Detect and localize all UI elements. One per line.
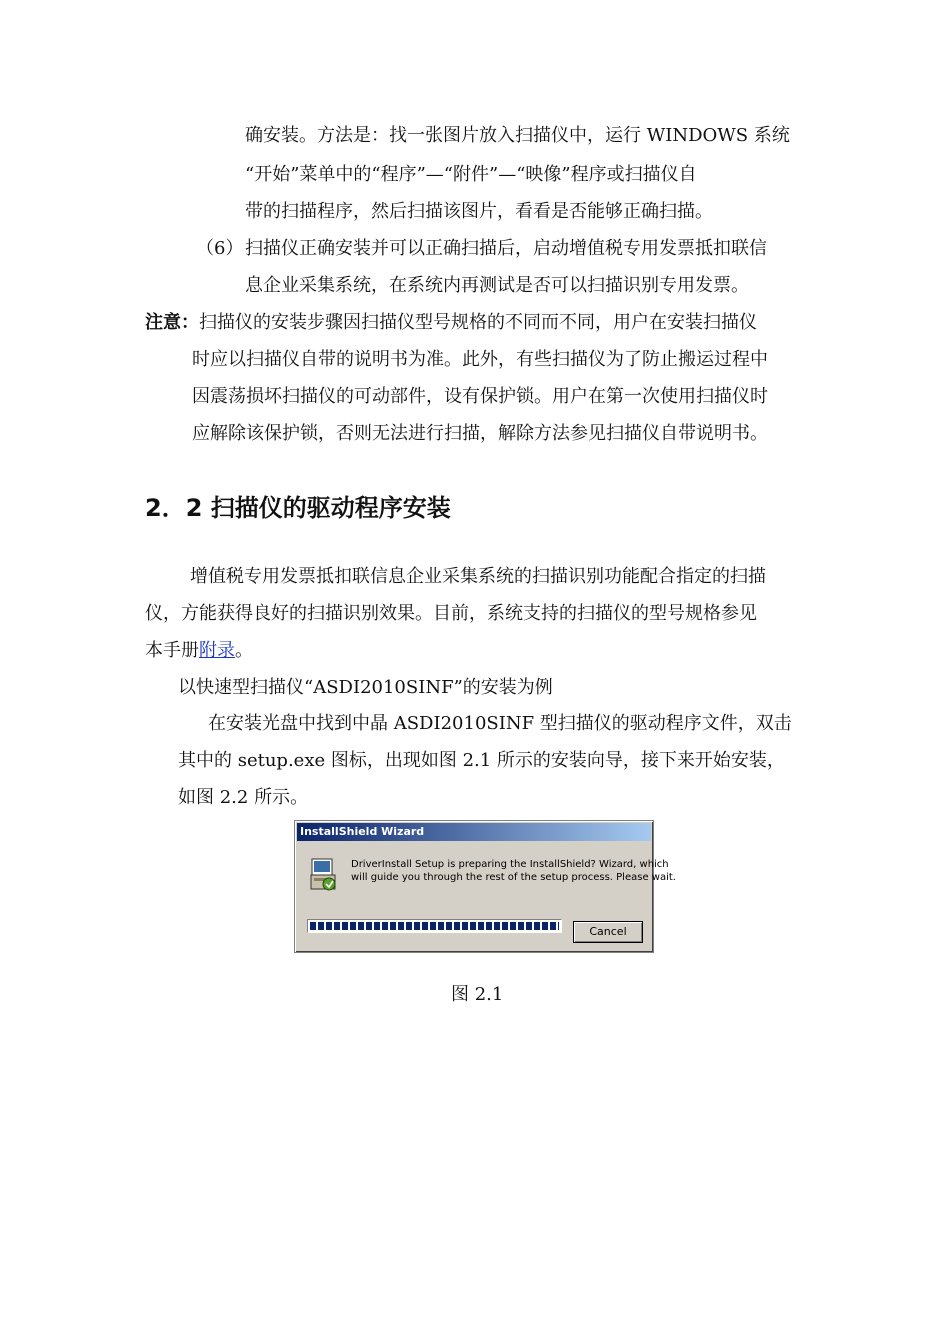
section-title: 2．2 扫描仪的驱动程序安装 <box>145 494 451 522</box>
dialog-message-line: DriverInstall Setup is preparing the InstallShield? Wizard, which <box>351 859 669 870</box>
note-text: 应解除该保护锁，否则无法进行扫描，解除方法参见扫描仪自带说明书。 <box>192 423 768 444</box>
note-text: 时应以扫描仪自带的说明书为准。此外，有些扫描仪为了防止搬运过程中 <box>192 349 768 370</box>
body-text-line: 如图 2.2 所示。 <box>178 787 309 808</box>
dialog-title: InstallShield Wizard <box>297 823 651 841</box>
progress-bar <box>307 919 562 933</box>
list-item-number: （6） <box>196 238 244 259</box>
dialog-message <box>351 858 676 884</box>
text-segment: 。 <box>235 640 253 661</box>
note-first-line <box>145 311 757 335</box>
installshield-dialog <box>294 820 676 953</box>
dialog-message-line: will guide you through the rest of the setup process. Please wait. <box>351 872 676 883</box>
note-text: 扫描仪的安装步骤因扫描仪型号规格的不同而不同，用户在安装扫描仪 <box>199 312 757 333</box>
example-line: 以快速型扫描仪“ASDI2010SINF”的安装为例 <box>178 677 553 698</box>
setup-installer-icon <box>309 857 339 893</box>
list-item-text: 扫描仪正确安装并可以正确扫描后，启动增值税专用发票抵扣联信 <box>245 238 767 259</box>
body-text-line: 在安装光盘中找到中晶 ASDI2010SINF 型扫描仪的驱动程序文件，双击 <box>208 713 792 734</box>
body-text-line: 确安装。方法是：找一张图片放入扫描仪中，运行 WINDOWS 系统 <box>245 125 790 146</box>
note-label: 注意： <box>145 312 199 333</box>
figure-caption: 图 2.1 <box>451 984 504 1005</box>
cancel-button[interactable]: Cancel <box>573 921 643 943</box>
note-text: 因震荡损坏扫描仪的可动部件，设有保护锁。用户在第一次使用扫描仪时 <box>192 386 768 407</box>
body-text-line: 增值税专用发票抵扣联信息企业采集系统的扫描识别功能配合指定的扫描 <box>190 566 766 587</box>
body-text-line <box>145 639 253 663</box>
appendix-link[interactable]: 附录 <box>199 640 235 661</box>
body-text-line: 仪，方能获得良好的扫描识别效果。目前，系统支持的扫描仪的型号规格参见 <box>145 603 757 624</box>
body-text-line: 其中的 setup.exe 图标，出现如图 2.1 所示的安装向导，接下来开始安装， <box>178 750 785 771</box>
body-text-line: “开始”菜单中的“程序”—“附件”—“映像”程序或扫描仪自 <box>245 164 697 185</box>
body-text-line: 带的扫描程序，然后扫描该图片，看看是否能够正确扫描。 <box>245 201 713 222</box>
progress-fill <box>310 922 559 930</box>
text-segment: 本手册 <box>145 640 199 661</box>
list-item-text: 息企业采集系统，在系统内再测试是否可以扫描识别专用发票。 <box>245 275 749 296</box>
